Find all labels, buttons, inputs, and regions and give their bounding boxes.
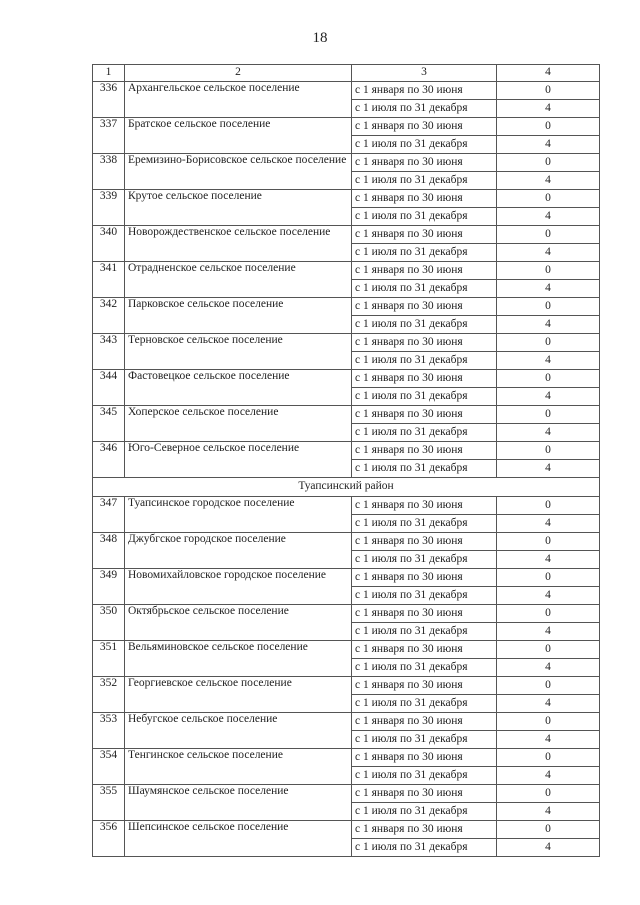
row-number: 340 [93,226,125,262]
header-row [93,65,600,82]
table-body [93,65,600,857]
period-first-half: с 1 января по 30 июня [352,569,497,587]
table-row [93,82,600,100]
period-second-half: с 1 июля по 31 декабря [352,424,497,442]
value-second-half: 4 [497,839,600,857]
period-second-half: с 1 июля по 31 декабря [352,623,497,641]
period-first-half: с 1 января по 30 июня [352,334,497,352]
value-first-half: 0 [497,118,600,136]
value-first-half: 0 [497,370,600,388]
value-first-half: 0 [497,749,600,767]
row-number: 339 [93,190,125,226]
period-first-half: с 1 января по 30 июня [352,677,497,695]
period-first-half: с 1 января по 30 июня [352,406,497,424]
period-first-half: с 1 января по 30 июня [352,821,497,839]
table-row [93,533,600,551]
value-first-half: 0 [497,154,600,172]
header-cell-1: 1 [93,65,125,82]
settlement-name: Георгиевское сельское поселение [125,677,352,713]
settlement-name: Еремизино-Борисовское сельское поселение [125,154,352,190]
row-number: 344 [93,370,125,406]
table-row [93,821,600,839]
section-row [93,478,600,497]
row-number: 342 [93,298,125,334]
settlement-name: Вельяминовское сельское поселение [125,641,352,677]
settlement-name: Хоперское сельское поселение [125,406,352,442]
settlement-name: Отрадненское сельское поселение [125,262,352,298]
period-second-half: с 1 июля по 31 декабря [352,280,497,298]
value-first-half: 0 [497,641,600,659]
period-first-half: с 1 января по 30 июня [352,785,497,803]
value-second-half: 4 [497,424,600,442]
table-row [93,406,600,424]
table-row [93,497,600,515]
period-second-half: с 1 июля по 31 декабря [352,695,497,713]
value-second-half: 4 [497,623,600,641]
value-first-half: 0 [497,442,600,460]
value-first-half: 0 [497,533,600,551]
period-first-half: с 1 января по 30 июня [352,262,497,280]
row-number: 341 [93,262,125,298]
table-row [93,262,600,280]
value-first-half: 0 [497,821,600,839]
row-number: 336 [93,82,125,118]
table-row [93,442,600,460]
settlement-name: Юго-Северное сельское поселение [125,442,352,478]
table-row [93,154,600,172]
row-number: 354 [93,749,125,785]
settlement-name: Парковское сельское поселение [125,298,352,334]
settlement-name: Фастовецкое сельское поселение [125,370,352,406]
period-second-half: с 1 июля по 31 декабря [352,551,497,569]
row-number: 352 [93,677,125,713]
period-first-half: с 1 января по 30 июня [352,82,497,100]
value-first-half: 0 [497,298,600,316]
value-first-half: 0 [497,497,600,515]
value-first-half: 0 [497,713,600,731]
row-number: 343 [93,334,125,370]
settlement-name: Братское сельское поселение [125,118,352,154]
row-number: 349 [93,569,125,605]
value-first-half: 0 [497,190,600,208]
settlement-name: Шаумянское сельское поселение [125,785,352,821]
value-first-half: 0 [497,785,600,803]
period-first-half: с 1 января по 30 июня [352,118,497,136]
period-second-half: с 1 июля по 31 декабря [352,659,497,677]
row-number: 338 [93,154,125,190]
value-first-half: 0 [497,605,600,623]
settlement-name: Новомихайловское городское поселение [125,569,352,605]
value-first-half: 0 [497,226,600,244]
row-number: 355 [93,785,125,821]
period-second-half: с 1 июля по 31 декабря [352,803,497,821]
period-first-half: с 1 января по 30 июня [352,749,497,767]
table-row [93,298,600,316]
value-second-half: 4 [497,659,600,677]
row-number: 356 [93,821,125,857]
value-second-half: 4 [497,388,600,406]
period-first-half: с 1 января по 30 июня [352,497,497,515]
period-second-half: с 1 июля по 31 декабря [352,100,497,118]
value-second-half: 4 [497,136,600,154]
period-second-half: с 1 июля по 31 декабря [352,731,497,749]
table-row [93,334,600,352]
value-second-half: 4 [497,244,600,262]
value-second-half: 4 [497,515,600,533]
value-second-half: 4 [497,767,600,785]
period-first-half: с 1 января по 30 июня [352,370,497,388]
value-second-half: 4 [497,316,600,334]
period-first-half: с 1 января по 30 июня [352,641,497,659]
table-row [93,118,600,136]
period-first-half: с 1 января по 30 июня [352,298,497,316]
period-first-half: с 1 января по 30 июня [352,226,497,244]
period-first-half: с 1 января по 30 июня [352,154,497,172]
period-second-half: с 1 июля по 31 декабря [352,208,497,226]
table-row [93,749,600,767]
settlement-name: Шепсинское сельское поселение [125,821,352,857]
row-number: 346 [93,442,125,478]
table-row [93,713,600,731]
period-first-half: с 1 января по 30 июня [352,713,497,731]
row-number: 353 [93,713,125,749]
settlement-name: Тенгинское сельское поселение [125,749,352,785]
row-number: 351 [93,641,125,677]
period-second-half: с 1 июля по 31 декабря [352,172,497,190]
value-second-half: 4 [497,172,600,190]
table-row [93,190,600,208]
settlement-name: Туапсинское городское поселение [125,497,352,533]
row-number: 337 [93,118,125,154]
value-second-half: 4 [497,460,600,478]
value-second-half: 4 [497,551,600,569]
period-second-half: с 1 июля по 31 декабря [352,767,497,785]
value-second-half: 4 [497,695,600,713]
settlement-name: Архангельское сельское поселение [125,82,352,118]
section-title: Туапсинский район [93,478,600,497]
settlement-name: Джубгское городское поселение [125,533,352,569]
table-row [93,370,600,388]
table-row [93,677,600,695]
header-cell-3: 3 [352,65,497,82]
table-row [93,569,600,587]
settlement-name: Терновское сельское поселение [125,334,352,370]
table-row [93,226,600,244]
period-first-half: с 1 января по 30 июня [352,605,497,623]
period-second-half: с 1 июля по 31 декабря [352,587,497,605]
value-first-half: 0 [497,569,600,587]
header-cell-4: 4 [497,65,600,82]
page-number: 18 [312,30,328,46]
value-first-half: 0 [497,262,600,280]
period-first-half: с 1 января по 30 июня [352,442,497,460]
value-second-half: 4 [497,100,600,118]
period-second-half: с 1 июля по 31 декабря [352,352,497,370]
table-row [93,785,600,803]
period-second-half: с 1 июля по 31 декабря [352,388,497,406]
period-second-half: с 1 июля по 31 декабря [352,136,497,154]
table-row [93,641,600,659]
value-second-half: 4 [497,352,600,370]
value-first-half: 0 [497,406,600,424]
row-number: 348 [93,533,125,569]
row-number: 345 [93,406,125,442]
value-first-half: 0 [497,82,600,100]
value-second-half: 4 [497,208,600,226]
value-second-half: 4 [497,803,600,821]
settlements-table [92,64,600,857]
period-second-half: с 1 июля по 31 декабря [352,515,497,533]
table-row [93,605,600,623]
period-second-half: с 1 июля по 31 декабря [352,460,497,478]
value-first-half: 0 [497,334,600,352]
row-number: 350 [93,605,125,641]
value-second-half: 4 [497,280,600,298]
row-number: 347 [93,497,125,533]
settlement-name: Новорождественское сельское поселение [125,226,352,262]
value-second-half: 4 [497,731,600,749]
settlement-name: Октябрьское сельское поселение [125,605,352,641]
period-second-half: с 1 июля по 31 декабря [352,244,497,262]
value-second-half: 4 [497,587,600,605]
period-second-half: с 1 июля по 31 декабря [352,839,497,857]
period-first-half: с 1 января по 30 июня [352,190,497,208]
settlement-name: Небугское сельское поселение [125,713,352,749]
value-first-half: 0 [497,677,600,695]
header-cell-2: 2 [125,65,352,82]
period-first-half: с 1 января по 30 июня [352,533,497,551]
settlement-name: Крутое сельское поселение [125,190,352,226]
period-second-half: с 1 июля по 31 декабря [352,316,497,334]
